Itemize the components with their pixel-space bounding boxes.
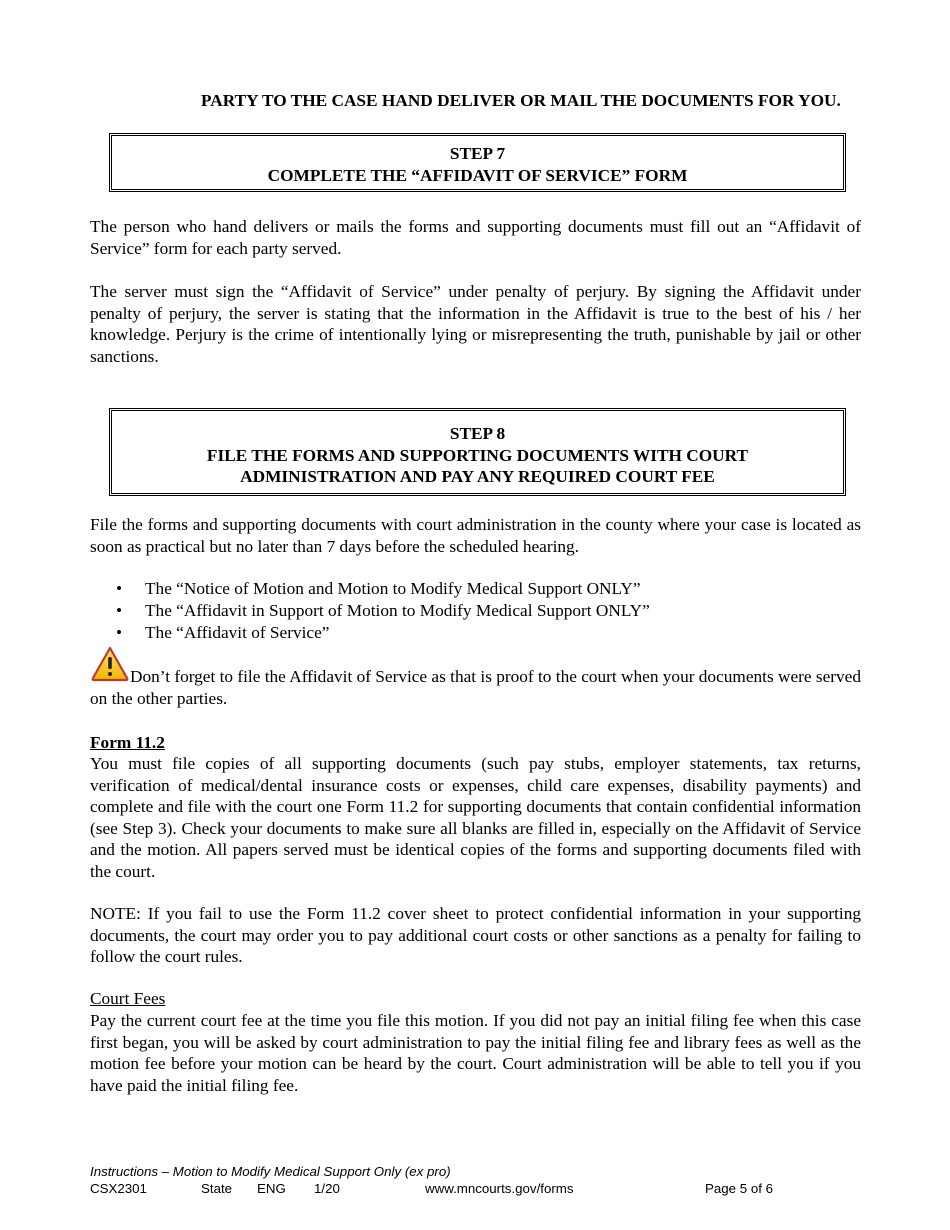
form-11-2-heading: Form 11.2: [90, 733, 165, 752]
footer-revision: 1/20: [314, 1181, 340, 1196]
form-11-2-text: You must file copies of all supporting documents (such pay stubs, employer statements, tax returns, verification of medical/dental insurance costs or expenses, child care expenses, disability payments) and complete and file with the court one Form 11.2 for supporting documents that contain confidential information (see Step 3). Check your documents to make sure all blanks are filled in, especially on the Affidavit of Service and the motion. All papers served must be identical copies of the forms and supporting documents filed with the court.: [90, 754, 861, 881]
paragraph-file-forms: File the forms and supporting documents with court administration in the county where your case is located as soon as practical but no later than 7 days before the scheduled hearing.: [90, 515, 861, 556]
court-fees-text: Pay the current court fee at the time you file this motion. If you did not pay an initial filing fee when this case first began, you will be asked by court administration to pay the initial filing fee and library fees as well as the motion fee before your motion can be heard by the court. Court administration will be able to tell you if you have paid the initial filing fee.: [90, 1011, 861, 1095]
footer-scope: State: [201, 1181, 233, 1196]
footer-form-code: CSX2301: [90, 1181, 147, 1196]
list-item-text: The “Affidavit of Service”: [145, 623, 330, 642]
step-7-subtitle: COMPLETE THE “AFFIDAVIT OF SERVICE” FORM: [267, 165, 688, 185]
list-item: [90, 578, 861, 600]
list-item: [90, 622, 861, 644]
note-paragraph: NOTE: If you fail to use the Form 11.2 cover sheet to protect confidential information in your supporting documents, the court may order you to pay additional court costs or other sanctions as a penalty for failing to follow the court rules.: [90, 904, 861, 967]
warning-note: [90, 645, 861, 710]
footer-language: ENG: [257, 1181, 286, 1196]
page-footer: [90, 1163, 861, 1197]
step-8-subtitle: FILE THE FORMS AND SUPPORTING DOCUMENTS WITH COURT ADMINISTRATION AND PAY ANY REQUIRED COURT FEE: [206, 445, 749, 487]
bullet-dot: •: [116, 579, 123, 598]
bullet-dot: •: [116, 623, 123, 642]
step-8-box: [109, 408, 846, 496]
footer-website: www.mncourts.gov/forms: [425, 1181, 574, 1196]
footer-page-number: Page 5 of 6: [705, 1181, 774, 1196]
paragraph-affidavit-service: The person who hand delivers or mails the forms and supporting documents must fill out an “Affidavit of Service” form for each party served.: [90, 217, 861, 258]
step-7-box: [109, 133, 846, 192]
warning-icon: [90, 645, 130, 683]
step-8-title: STEP 8: [449, 424, 506, 443]
list-item: [90, 600, 861, 622]
list-item-text: The “Notice of Motion and Motion to Modify Medical Support ONLY”: [145, 579, 641, 598]
footer-title: Instructions – Motion to Modify Medical Support Only (ex pro): [90, 1164, 451, 1179]
documents-list: [90, 578, 861, 644]
bullet-dot: •: [116, 601, 123, 620]
step-7-title: STEP 7: [449, 144, 506, 163]
list-item-text: The “Affidavit in Support of Motion to Modify Medical Support ONLY”: [145, 601, 650, 620]
court-fees-heading: Court Fees: [90, 989, 166, 1008]
top-heading: PARTY TO THE CASE HAND DELIVER OR MAIL THE DOCUMENTS FOR YOU.: [201, 91, 841, 110]
warning-text: Don’t forget to file the Affidavit of Service as that is proof to the court when your documents were served on the other parties.: [90, 667, 861, 708]
paragraph-perjury: The server must sign the “Affidavit of Service” under penalty of perjury. By signing the Affidavit under penalty of perjury, the server is stating that the information in the Affidavit is true to the best of his / her knowledge. Perjury is the crime of intentionally lying or misrepresenting the truth, punishable by jail or other sanctions.: [90, 282, 861, 366]
